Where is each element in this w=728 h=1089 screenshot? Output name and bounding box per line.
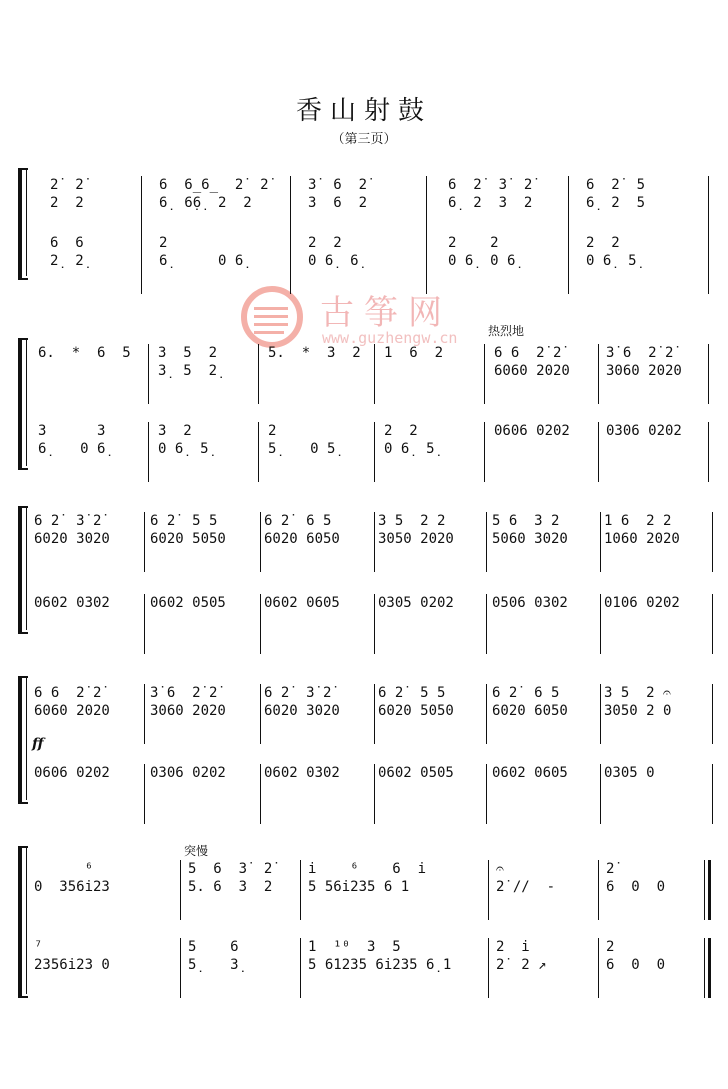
tempo-marking-relie: 热烈地 [488,324,525,338]
page-title: 香山射鼓 [295,96,432,126]
measure: 2̇ 2̇ 2 2 [50,177,84,211]
measure: 0602 0302 [264,765,340,781]
score-system-1 [18,168,710,278]
watermark-url: www.guzhengw.cn [322,329,458,347]
measure: 0602 0605 [264,595,340,611]
measure: 5. * 3 2 [268,345,361,361]
staff-lower [34,594,710,654]
staff-upper [34,860,710,920]
measure: 2̇ 6 0 0 [606,861,666,895]
staff-lower [34,764,710,824]
score-system-2 [18,324,710,468]
watermark-name: 古筝网 [320,293,452,333]
measure: 5 6 5̣ 3̣ [188,939,239,973]
staff-lower [38,234,710,294]
measure: 1 6 2 [384,345,444,361]
dynamic-marking-ff: ff [32,736,44,752]
measure: 0106 0202 [604,595,680,611]
measure: 6 6̲6̲ 2̇ 2̇ 6̣ 6̣6̣ 2 2 [159,177,269,211]
measure: 6 6 2̇ 2̇ 6060 2020 [34,685,110,719]
measure: 0506 0302 [492,595,568,611]
staff-lower [38,422,710,482]
measure: 2 6 0 0 [606,939,666,973]
measure: 5 6 3 2 5060 3020 [492,513,568,547]
staff-upper [34,684,710,744]
measure: 1 6 2 2 1060 2020 [604,513,680,547]
measure: 0305 0202 [378,595,454,611]
measure: 3 2 0 6̣ 5̣ [158,423,209,457]
measure: 6 2̇ 3̇ 2̇ 6020 3020 [34,513,110,547]
measure: 0602 0505 [378,765,454,781]
measure: 2 6̣ 0 6̣ [159,235,244,269]
measure: 6 6 2̣ 2̣ [50,235,84,269]
measure: 0306 0202 [606,423,682,439]
measure: 6 2̇ 6 5 6020 6050 [264,513,340,547]
measure: 6 2̇ 5 5 6020 5050 [378,685,454,719]
measure: 3̇ 6 2̇ 2̇ 3060 2020 [150,685,226,719]
measure: i ⁶ 6 i 5 56i235 6 1 [308,861,427,895]
measure: 0305 0 [604,765,655,781]
measure: 3 5 2 3̣ 5 2̣ [158,345,218,379]
measure: 6 2̇ 6 5 6020 6050 [492,685,568,719]
measure: 6 2̇ 5 6̣ 2 5 [586,177,646,211]
measure: 0606 0202 [494,423,570,439]
measure: 3 5 2 2 3050 2020 [378,513,454,547]
staff-upper [38,176,710,236]
score-system-4 [18,676,710,802]
measure: 2 2 0 6̣ 5̣ [384,423,435,457]
measure: 2 5̣ 0 5̣ [268,423,336,457]
measure: 6 2̇ 5 5 6020 5050 [150,513,226,547]
measure: 3 3 6̣ 0 6̣ [38,423,106,457]
tempo-marking-tuman: 突慢 [184,844,209,858]
measure: 3̇ 6 2̇ 2̇ 3060 2020 [606,345,682,379]
measure: 2 i 2̇ 2 ↗ [496,939,547,973]
score-system-3 [18,506,710,632]
measure: ⁷ 2356i23 0 [34,939,110,973]
measure: 3 5 2 𝄐 3050 2 0 [604,685,672,719]
staff-lower [34,938,710,998]
measure: 0606 0202 [34,765,110,781]
measure: 6 2̇ 3̇ 2̇ 6̣ 2 3 2 [448,177,533,211]
measure: ⁶ 0 356i23 [34,861,110,895]
measure: 2 2 0 6̣ 0 6̣ [448,235,516,269]
measure: 0602 0605 [492,765,568,781]
measure: 𝄐 2̇ // - [496,861,556,895]
measure: 3̇ 6 2̇ 3 6 2 [308,177,368,211]
measure: 2 2 0 6̣ 6̣ [308,235,359,269]
measure: 6 6 2̇ 2̇ 6060 2020 [494,345,570,379]
measure: 6 2̇ 3̇ 2̇ 6020 3020 [264,685,340,719]
measure: 0602 0302 [34,595,110,611]
measure: 2 2 0 6̣ 5̣ [586,235,637,269]
measure: 6. * 6 5 [38,345,131,361]
measure: 5 6 3̇ 2̇ 5. 6 3 2 [188,861,273,895]
staff-upper [38,344,710,404]
staff-upper [34,512,710,572]
score-system-5 [18,846,710,996]
measure: 0306 0202 [150,765,226,781]
measure: 0602 0505 [150,595,226,611]
measure: 1 ¹⁰ 3 5 5 61235 6i235 6̣ 1 [308,939,452,973]
page-subtitle: （第三页） [331,132,397,147]
